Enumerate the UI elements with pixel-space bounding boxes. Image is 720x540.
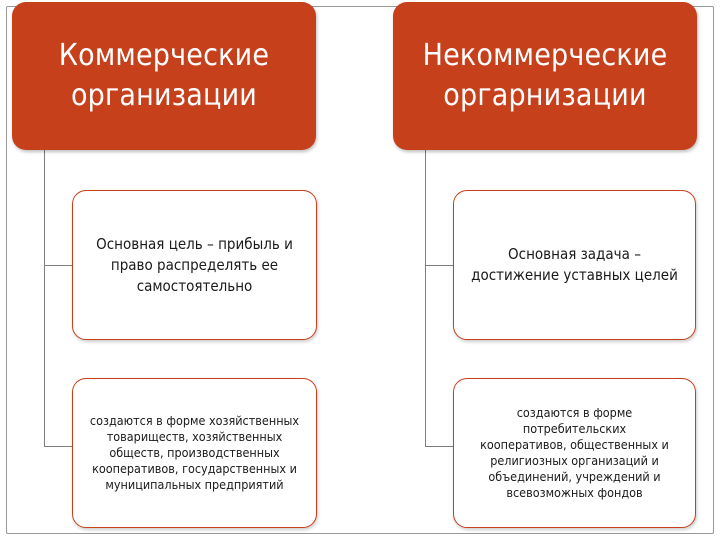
noncommercial-goal-card: Основная задача – достижение уставных целей [453,190,696,340]
commercial-goal-card: Основная цель – прибыль и право распределять ее самостоятельно [72,190,317,340]
commercial-forms-card: создаются в форме хозяйственных товариществ, хозяйственных обществ, производственных кооперативов, государственных и муниципальных предприятий [72,378,317,528]
left-connector-forms [44,446,72,447]
right-connector-forms [425,446,453,447]
commercial-organizations-header: Коммерческие организации [12,2,316,150]
noncommercial-organizations-header: Некоммерческие оргарнизации [393,2,697,150]
right-connector-goal [425,265,453,266]
left-connector-vertical [44,150,45,446]
noncommercial-forms-card: создаются в форме потребительских кооперативов, общественных и религиозных организаций и объединений, учреждений и всевозможных фондов [453,378,696,528]
left-connector-goal [44,265,72,266]
right-connector-vertical [425,150,426,446]
